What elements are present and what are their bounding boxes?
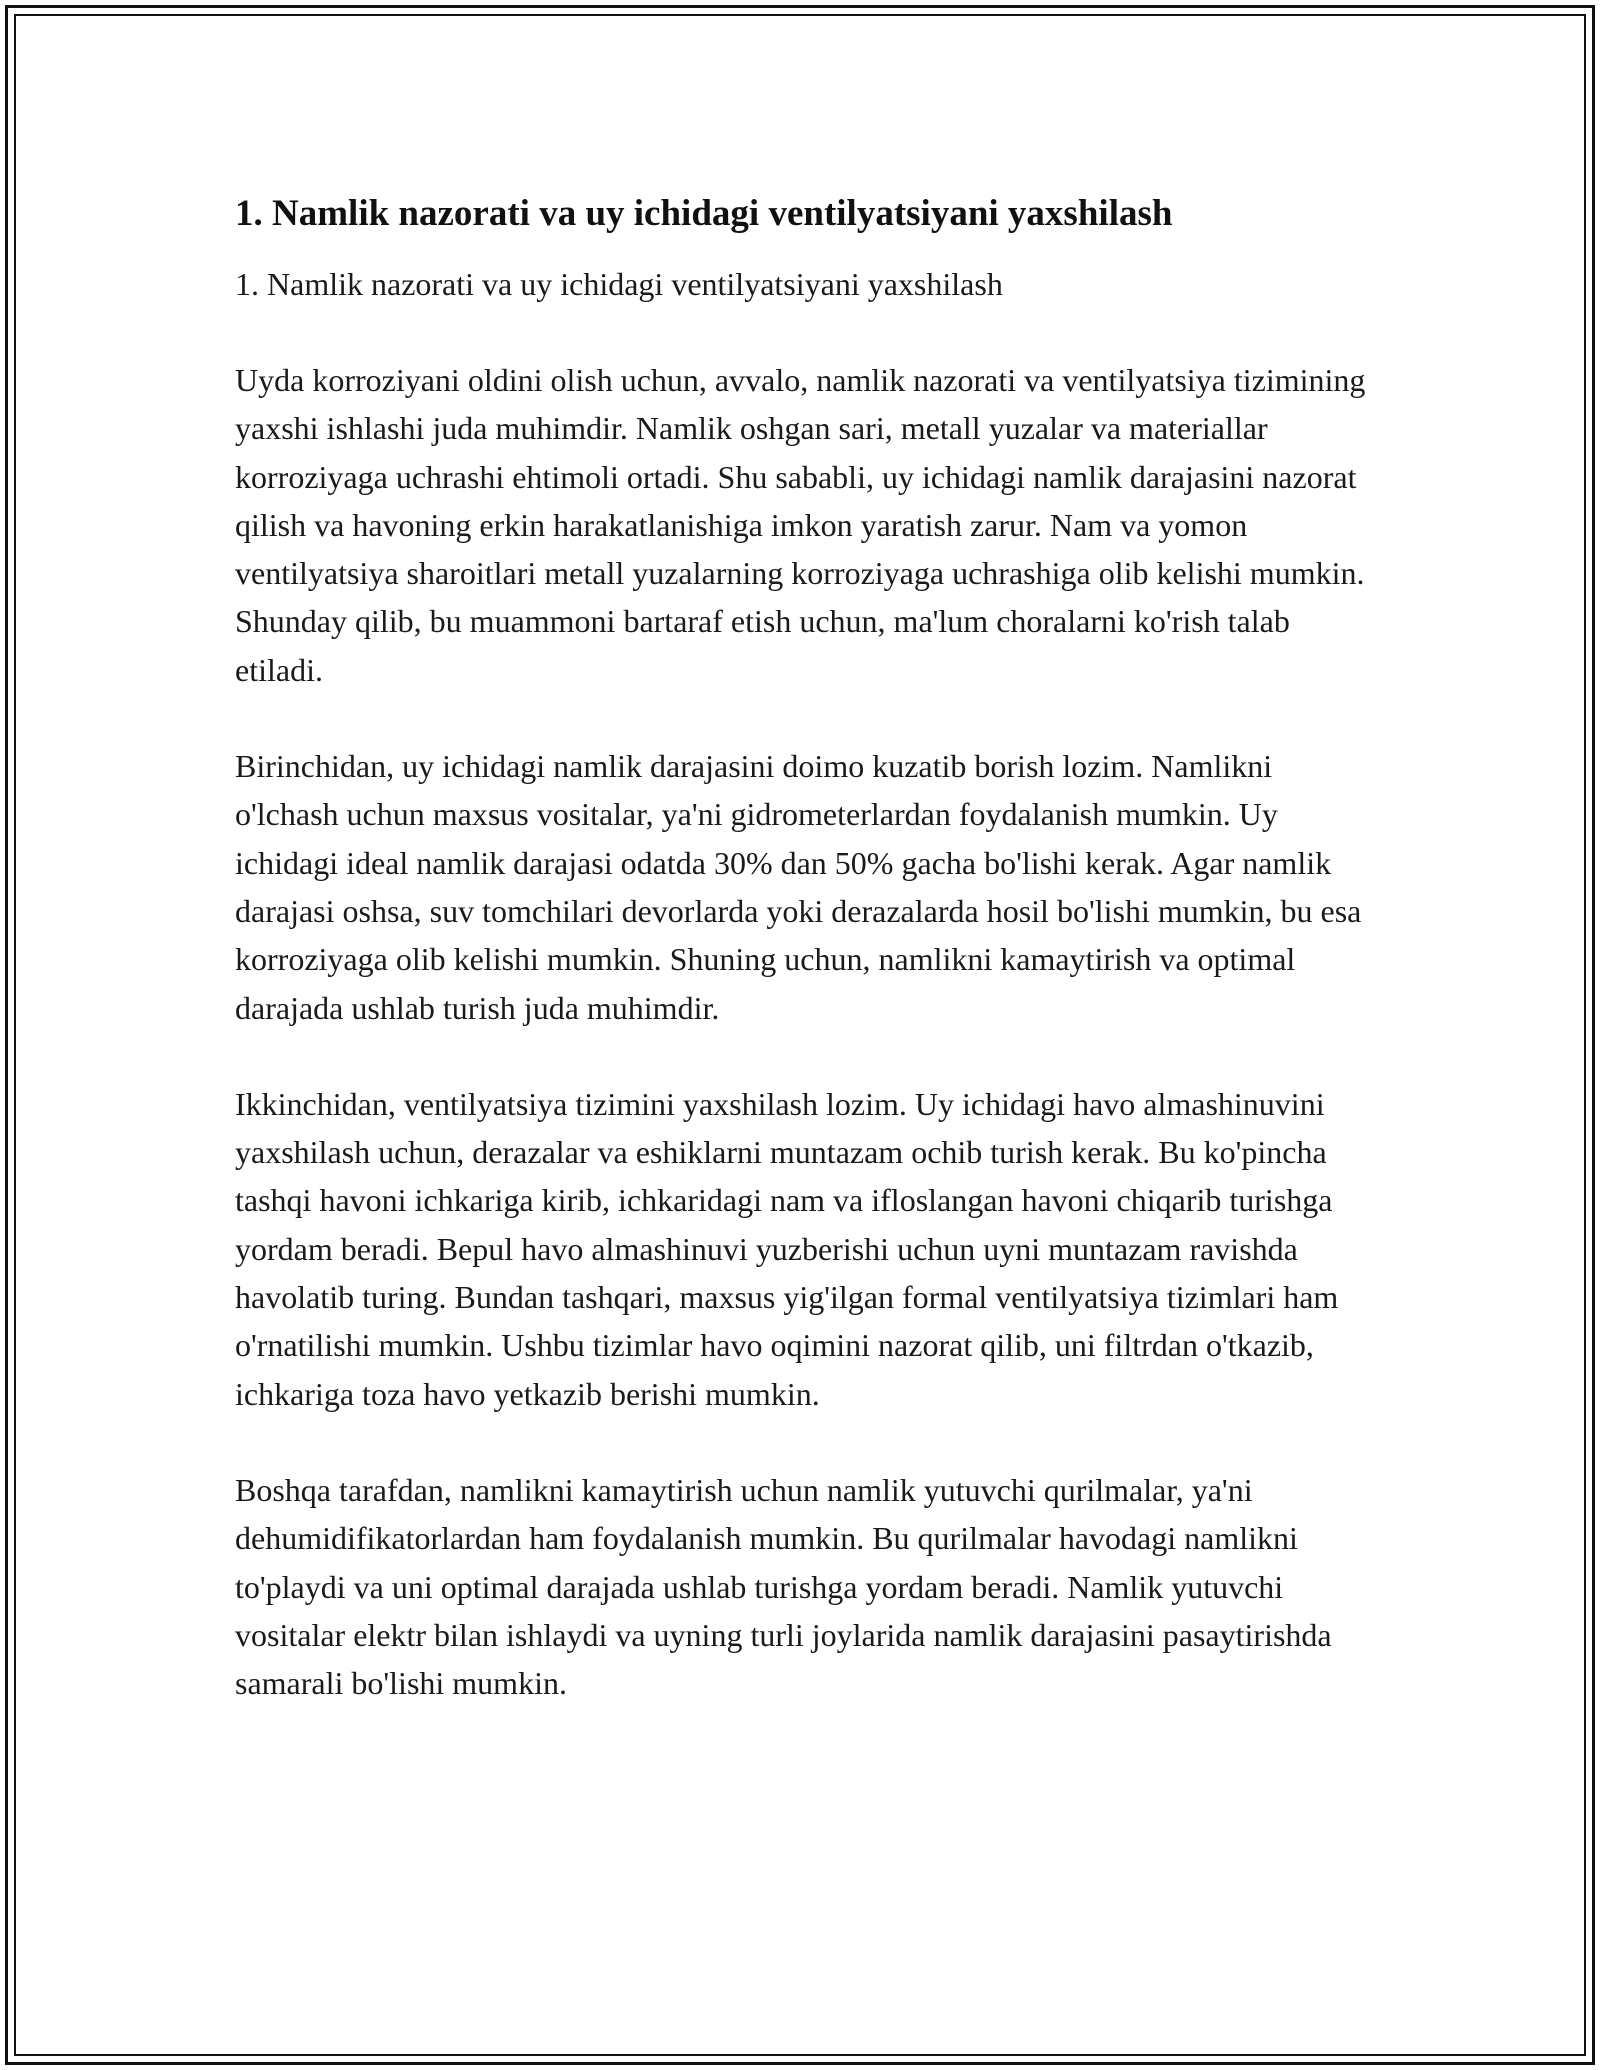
paragraph-4: Boshqa tarafdan, namlikni kamaytirish uchun namlik yutuvchi qurilmalar, ya'ni dehumidifikatorlardan ham foydalanish mumkin. Bu qurilmalar havodagi namlikni to'playdi va uni optimal darajada ushlab turishga yordam beradi. Namlik yutuvchi vositalar elektr bilan ishlaydi va uyning turli joylarida namlik darajasini pasaytirishda samarali bo'lishi mumkin. [235, 1471, 1332, 1702]
paragraph-1: Uyda korroziyani oldini olish uchun, avvalo, namlik nazorati va ventilyatsiya tizimining yaxshi ishlashi juda muhimdir. Namlik oshgan sari, metall yuzalar va materiallar korroziyaga uchrashi ehtimoli ortadi. Shu sababli, uy ichidagi namlik darajasini nazorat qilish va havoning erkin harakatlanishiga imkon yaratish zarur. Nam va yomon ventilyatsiya sharoitlari metall yuzalarning korroziyaga uchrashiga olib kelishi mumkin. Shunday qilib, bu muammoni bartaraf etish uchun, ma'lum choralarni ko'rish talab etiladi. [235, 362, 1366, 688]
paragraph-3: Ikkinchidan, ventilyatsiya tizimini yaxshilash lozim. Uy ichidagi havo almashinuvini yaxshilash uchun, derazalar va eshiklarni muntazam ochib turish kerak. Bu ko'pincha tashqi havoni ichkariga kirib, ichkaridagi nam va ifloslangan havoni chiqarib turishga yordam beradi. Bepul havo almashinuvi yuzberishi uchun uyni muntazam ravishda havolatib turing. Bundan tashqari, maxsus yig'ilgan formal ventilyatsiya tizimlari ham o'rnatilishi mumkin. Ushbu tizimlar havo oqimini nazorat qilib, uni filtrdan o'tkazib, ichkariga toza havo yetkazib berishi mumkin. [235, 1085, 1339, 1412]
document-body [235, 190, 1370, 1707]
paragraph-2: Birinchidan, uy ichidagi namlik darajasini doimo kuzatib borish lozim. Namlikni o'lchash uchun maxsus vositalar, ya'ni gidrometerlardan foydalanish mumkin. Uy ichidagi ideal namlik darajasi odatda 30% dan 50% gacha bo'lishi kerak. Agar namlik darajasi oshsa, suv tomchilari devorlarda yoki derazalarda hosil bo'lishi mumkin, bu esa korroziyaga olib kelishi mumkin. Shuning uchun, namlikni kamaytirish va optimal darajada ushlab turish juda muhimdir. [235, 748, 1362, 1026]
document-heading: 1. Namlik nazorati va uy ichidagi ventilyatsiyani yaxshilash [235, 193, 1173, 234]
document-subtitle: 1. Namlik nazorati va uy ichidagi ventilyatsiyani yaxshilash [235, 266, 1003, 302]
